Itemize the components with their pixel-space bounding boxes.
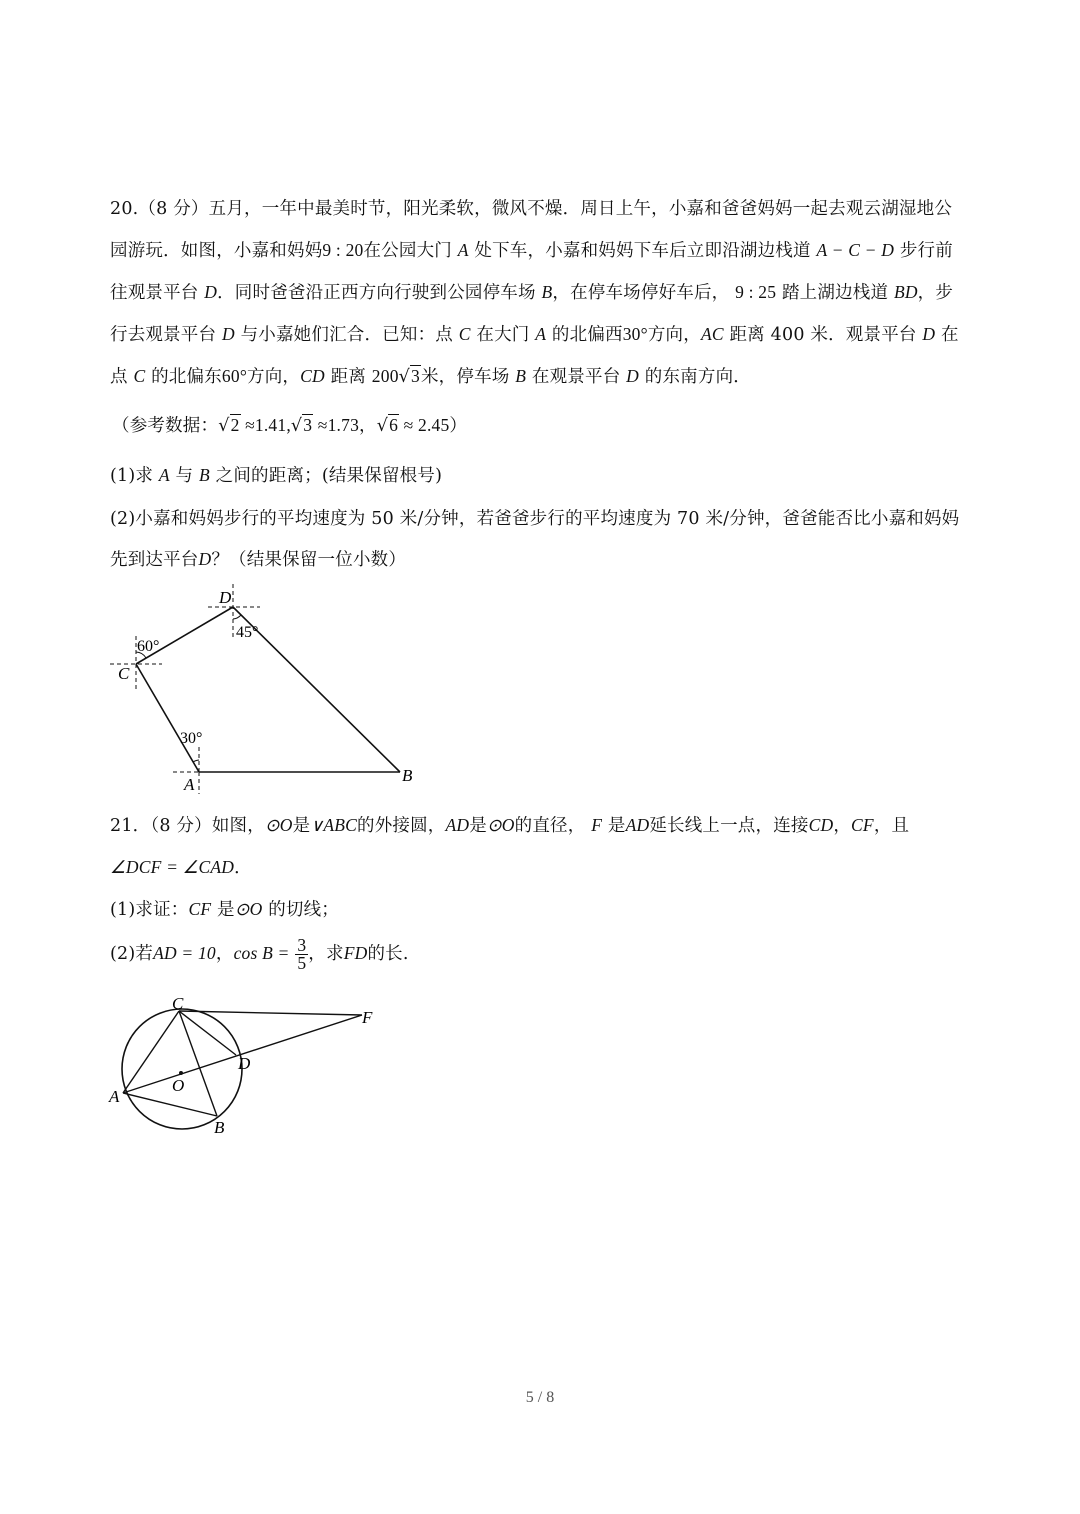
text: 方向，	[247, 367, 301, 387]
point-b: B	[541, 282, 553, 302]
text: 在大门	[476, 325, 530, 345]
point-b: B	[198, 465, 210, 485]
radicand-6: 6	[389, 415, 399, 435]
q21-figure	[108, 994, 373, 1137]
text: 点	[110, 367, 128, 387]
label-d: D	[238, 1054, 251, 1073]
segment-bd: BD	[893, 282, 918, 302]
segment-cf: CF	[188, 899, 212, 919]
label-c: C	[172, 994, 184, 1013]
text: ．	[234, 858, 252, 878]
text: 的切线；	[268, 900, 340, 920]
text: 的北偏东	[151, 367, 222, 387]
path-acd: A − C − D	[816, 240, 895, 260]
text: (2)若	[110, 944, 154, 964]
label-d: D	[219, 588, 232, 607]
point-c: C	[458, 324, 471, 344]
text: 是	[217, 900, 235, 920]
q20-sub-2-line-1: (2)小嘉和妈妈步行的平均速度为 50 米/分钟，若爸爸步行的平均速度为 70 米/分钟，爸爸能否比小嘉和妈妈	[110, 509, 960, 529]
point-a: A	[158, 465, 170, 485]
segment-cd	[136, 607, 233, 664]
q21-line-2	[110, 854, 252, 879]
circle-o: ⊙O	[234, 899, 263, 919]
segment-cd: CD	[300, 366, 325, 386]
text: 距离	[330, 367, 367, 387]
text: 步行前	[899, 241, 953, 261]
value: ≈1.41,	[240, 415, 291, 435]
text: ，在停车场停好车后，	[552, 283, 730, 303]
text: 园游玩．如图，小嘉和妈妈	[110, 241, 323, 261]
label-f: F	[362, 1008, 373, 1027]
text: 的外接圆，	[357, 816, 446, 836]
arc-30	[193, 760, 199, 762]
circle-o: ⊙O	[486, 815, 515, 835]
q21-sub-1	[110, 896, 339, 921]
label-angle-45: 45°	[236, 624, 259, 641]
text: 21．（8 分）如图，	[110, 816, 265, 836]
angle-equation: ∠DCF = ∠CAD	[110, 857, 235, 877]
label-c: C	[118, 664, 130, 683]
denominator: 5	[297, 953, 307, 973]
text: 先到达平台	[110, 550, 199, 570]
segment-fd: FD	[343, 943, 368, 963]
text: ，且	[873, 816, 910, 836]
segment-ab	[123, 1093, 217, 1116]
angle-30: 30°	[622, 324, 648, 344]
text: 的长.	[367, 944, 409, 964]
text: 的北偏西	[551, 325, 623, 345]
radicand-3: 3	[411, 366, 420, 386]
page-number: 5 / 8	[525, 1389, 555, 1406]
point-d: D	[626, 366, 639, 386]
segment-ac: AC	[700, 324, 724, 344]
text: 在公园大门	[363, 241, 452, 261]
time-920: 9 : 20	[322, 240, 364, 260]
label-angle-60: 60°	[137, 638, 160, 655]
segment-cf: CF	[851, 815, 874, 835]
segment-ad: AD	[445, 815, 470, 835]
segment-ac	[136, 664, 199, 772]
text: ，	[833, 816, 852, 836]
text: （参考数据：	[112, 416, 219, 436]
segment-cd: CD	[808, 815, 834, 835]
label-a: A	[109, 1087, 120, 1106]
value: ≈ 2.45）	[399, 415, 468, 435]
q20-line-5: 点 C 的北偏东60°方向，CD 距离 200√3米，停车场 B 在观景平台 D 的东南方向．	[110, 366, 751, 387]
center-o-dot	[179, 1071, 183, 1075]
q21-sub-2	[110, 937, 409, 972]
text: (1)求证：	[110, 900, 189, 920]
text: 在	[941, 325, 959, 345]
time-925: 9 : 25	[735, 282, 777, 302]
point-d: D	[204, 282, 218, 302]
numerator: 3	[297, 935, 307, 955]
text: 往观景平台	[110, 283, 199, 303]
label-b: B	[402, 766, 413, 785]
radicand-3: 3	[303, 415, 313, 435]
text: 在观景平台	[531, 367, 621, 387]
q20-line-1: 20.（8 分）五月，一年中最美时节，阳光柔软，微风不燥．周日上午，小嘉和爸爸妈妈一起去观云湖湿地公	[110, 199, 953, 219]
text: ，	[215, 944, 234, 964]
label-angle-30: 30°	[180, 730, 203, 747]
angle-60: 60°	[221, 366, 248, 386]
text: ．同时爸爸沿正西方向行驶到公园停车场	[217, 283, 536, 303]
text: 延长线上一点，连接	[649, 816, 809, 836]
point-d: D	[922, 324, 936, 344]
segment-ca	[123, 1011, 179, 1093]
coef-200: 200	[371, 366, 399, 386]
q20-reference-data: （参考数据：√2 ≈1.41,√3 ≈1.73，√6 ≈ 2.45）	[112, 415, 468, 436]
text: 是	[607, 816, 626, 836]
text: 方向，	[647, 325, 701, 345]
text: ，步	[917, 283, 954, 303]
point-b: B	[515, 366, 527, 386]
text: 的东南方向．	[644, 367, 751, 387]
text: 行去观景平台	[110, 325, 217, 345]
arc-45	[233, 615, 241, 619]
point-a: A	[535, 324, 547, 344]
ad-equals-10: AD = 10	[153, 943, 216, 963]
text: 的直径，	[514, 816, 586, 836]
text: 处下车，小嘉和妈妈下车后立即沿湖边栈道	[474, 241, 811, 261]
segment-ad: AD	[625, 815, 650, 835]
circle-o: ⊙O	[264, 815, 293, 835]
q21-line-1	[110, 812, 909, 837]
text: ？（结果保留一位小数）	[211, 550, 407, 570]
text: 距离 400 米．观景平台	[729, 325, 917, 345]
text: 米，停车场	[420, 367, 510, 387]
fraction-3-5	[295, 937, 308, 972]
point-d: D	[198, 549, 212, 569]
point-a: A	[457, 240, 469, 260]
quadrilateral	[136, 607, 400, 772]
text: 是	[292, 816, 311, 836]
value: ≈1.73，	[313, 415, 377, 435]
text: 是	[469, 816, 487, 836]
text: 与	[175, 466, 194, 486]
text: 踏上湖边栈道	[781, 283, 889, 303]
cos-b: cos B =	[233, 943, 290, 963]
point-f: F	[591, 815, 603, 835]
text: 与小嘉她们汇合．已知：点	[240, 325, 453, 345]
direction-guides	[110, 584, 260, 794]
text: (1)求	[110, 466, 154, 486]
label-o: O	[172, 1076, 185, 1095]
point-c: C	[133, 366, 146, 386]
label-b: B	[214, 1118, 225, 1137]
label-a: A	[184, 775, 195, 794]
text: ，求	[308, 944, 344, 964]
point-d: D	[221, 324, 235, 344]
triangle-abc: ∨ABC	[310, 815, 357, 835]
text: 之间的距离；(结果保留根号)	[215, 466, 443, 486]
radicand-2: 2	[230, 415, 240, 435]
